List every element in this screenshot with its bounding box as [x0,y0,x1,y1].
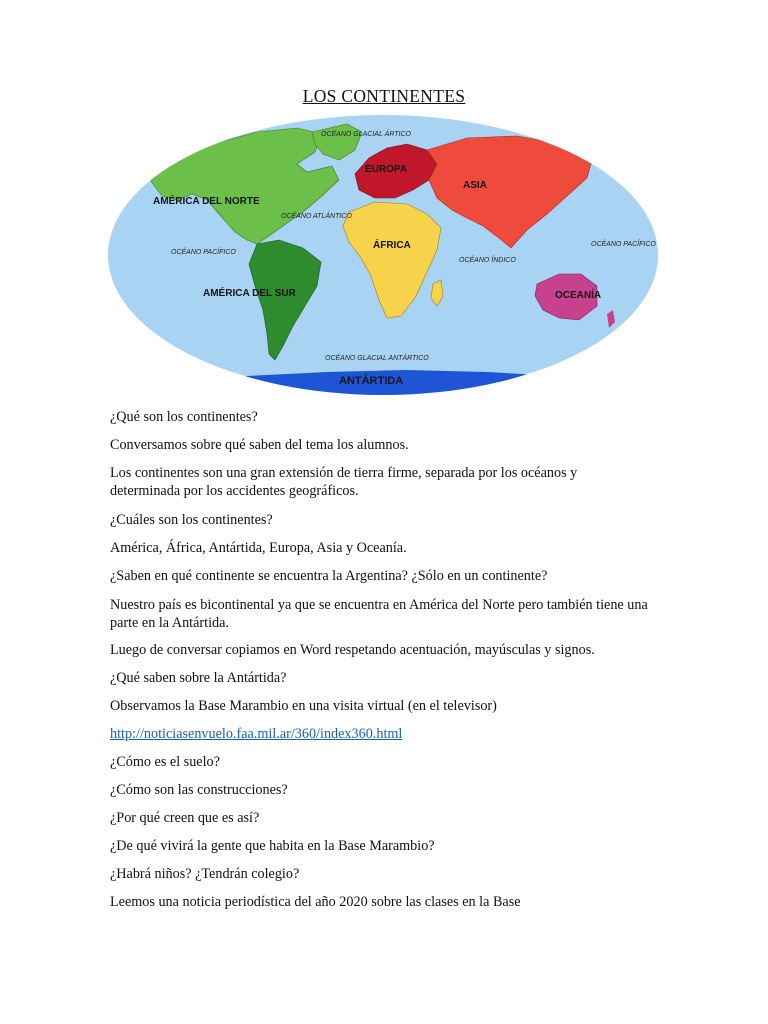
paragraph-bicontinental: Nuestro país es bicontinental ya que se encuentra en América del Norte pero también tiene una parte en la Antártida. [110,597,648,631]
question-livelihood: ¿De qué vivirá la gente que habita en la Base Marambio? [110,838,435,854]
map-label-south-america: AMÉRICA DEL SUR [203,288,296,299]
map-label-pacific-ocean-right: OCÉANO PACÍFICO [591,241,656,248]
question-what-are-continents: ¿Qué son los continentes? [110,409,258,425]
page-title: LOS CONTINENTES [302,86,466,106]
map-label-oceania: OCEANÍA [555,290,602,301]
question-argentina-continent: ¿Saben en qué continente se encuentra la Argentina? ¿Sólo en un continente? [110,568,548,584]
map-label-north-america: AMÉRICA DEL NORTE [153,196,260,207]
question-children-school: ¿Habrá niños? ¿Tendrán colegio? [110,866,300,882]
paragraph-discussion: Conversamos sobre qué saben del tema los alumnos. [110,437,409,453]
question-which-continents: ¿Cuáles son los continentes? [110,512,273,528]
map-label-atlantic-ocean: OCÉANO ATLÁNTICO [281,213,352,220]
paragraph-news-article: Leemos una noticia periodística del año 2020 sobre las clases en la Base [110,894,521,910]
map-label-antarctic-ocean: OCÉANO GLACIAL ANTÁRTICO [325,355,429,362]
paragraph-definition: Los continentes son una gran extensión de tierra firme, separada por los océanos y determinada por los accidentes geográficos. [110,465,578,499]
question-antarctica: ¿Qué saben sobre la Antártida? [110,670,287,686]
map-label-asia: ASIA [463,180,487,191]
link-virtual-visit[interactable]: http://noticiasenvuelo.faa.mil.ar/360/index360.html [110,726,403,742]
map-label-africa: ÁFRICA [373,240,411,251]
map-label-arctic-ocean: OCÉANO GLACIAL ÁRTICO [321,131,411,138]
question-soil: ¿Cómo es el suelo? [110,754,220,770]
map-label-pacific-ocean-left: OCÉANO PACÍFICO [171,249,236,256]
question-why: ¿Por qué creen que es así? [110,810,260,826]
map-label-europe: EUROPA [365,164,408,175]
map-label-antarctica: ANTÁRTIDA [339,375,404,387]
question-buildings: ¿Cómo son las construcciones? [110,782,288,798]
map-label-indian-ocean: OCÉANO ÍNDICO [459,257,516,264]
world-map-svg [107,114,660,396]
world-map [107,114,660,396]
paragraph-virtual-visit: Observamos la Base Marambio en una visita virtual (en el televisor) [110,698,497,714]
paragraph-word-copy: Luego de conversar copiamos en Word respetando acentuación, mayúsculas y signos. [110,642,595,658]
paragraph-continent-list: América, África, Antártida, Europa, Asia y Oceanía. [110,540,407,556]
